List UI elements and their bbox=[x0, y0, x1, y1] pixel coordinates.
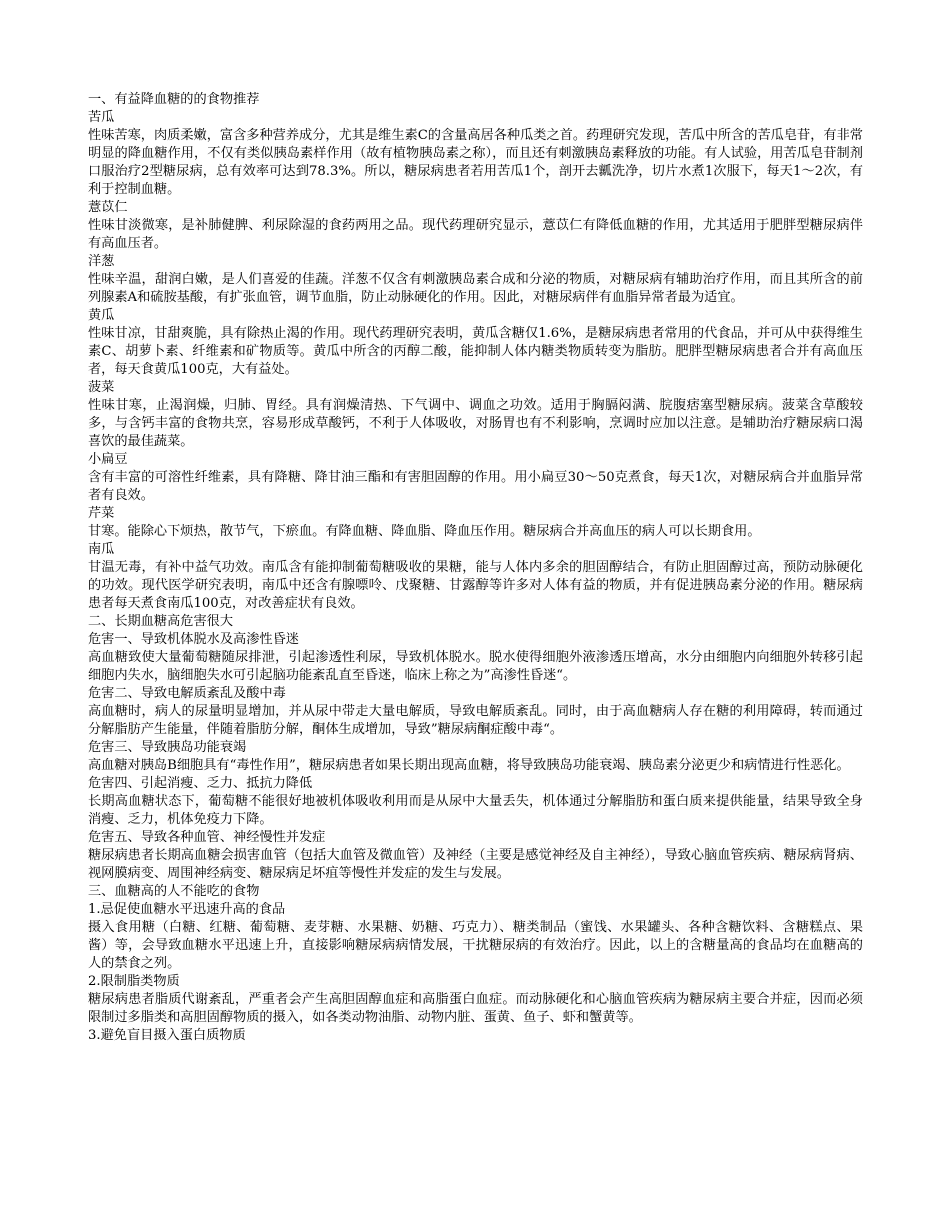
paragraph: 摄入食用糖（白糖、红糖、葡萄糖、麦芽糖、水果糖、奶糖、巧克力）、糖类制品（蜜饯、水果罐头、各种含糖饮料、含糖糕点、果酱）等，会导致血糖水平迅速上升，直接影响糖尿病病情发展，干扰糖尿病的有效治疗。因此，以上的含糖量高的食品均在血糖高的人的禁食之列。 bbox=[88, 920, 863, 971]
paragraph: 高血糖时，病人的尿量明显增加，并从尿中带走大量电解质，导致电解质紊乱。同时，由于高血糖病人存在糖的利用障碍，转而通过分解脂肪产生能量，伴随着脂肪分解，酮体生成增加，导致”糖尿病酮症酸中毒“。 bbox=[88, 704, 863, 737]
section-heading: 2.限制脂类物质 bbox=[88, 974, 180, 989]
paragraph: 长期高血糖状态下，葡萄糖不能很好地被机体吸收利用而是从尿中大量丢失，机体通过分解脂肪和蛋白质来提供能量，结果导致全身消瘦、乏力，机体免疫力下降。 bbox=[88, 794, 863, 827]
paragraph: 糖尿病患者脂质代谢紊乱，严重者会产生高胆固醇血症和高脂蛋白血症。而动脉硬化和心脑血管疾病为糖尿病主要合并症，因而必须限制过多脂类和高胆固醇物质的摄入，如各类动物油脂、动物内脏、蛋黄、鱼子、虾和蟹黄等。 bbox=[88, 992, 863, 1025]
section-heading: 苦瓜 bbox=[88, 110, 115, 125]
section-heading: 一、有益降血糖的的食物推荐 bbox=[88, 92, 260, 107]
paragraph: 性味苦寒，肉质柔嫩，富含多种营养成分，尤其是维生素C的含量高居各种瓜类之首。药理研究发现，苦瓜中所含的苦瓜皂苷，有非常明显的降血糖作用，不仅有类似胰岛素样作用（故有植物胰岛素之称），而且还有刺激胰岛素释放的功能。有人试验，用苦瓜皂苷制剂口服治疗2型糖尿病，总有效率可达到78.3%。所以，糖尿病患者若用苦瓜1个，剖开去瓤洗净，切片水煮1次服下，每天1～2次，有利于控制血糖。 bbox=[88, 128, 863, 197]
section-heading: 南瓜 bbox=[88, 542, 115, 557]
section-heading: 二、长期血糖高危害很大 bbox=[88, 614, 234, 629]
section-heading: 危害三、导致胰岛功能衰竭 bbox=[88, 740, 247, 755]
document-body bbox=[88, 91, 863, 1045]
section-heading: 危害四、引起消瘦、乏力、抵抗力降低 bbox=[88, 776, 313, 791]
section-heading: 薏苡仁 bbox=[88, 200, 128, 215]
paragraph: 性味甘淡微寒，是补肺健脾、利尿除湿的食药两用之品。现代药理研究显示，薏苡仁有降低血糖的作用，尤其适用于肥胖型糖尿病伴有高血压者。 bbox=[88, 218, 863, 251]
section-heading: 黄瓜 bbox=[88, 308, 115, 323]
paragraph: 甘温无毒，有补中益气功效。南瓜含有能抑制葡萄糖吸收的果糖，能与人体内多余的胆固醇结合，有防止胆固醇过高，预防动脉硬化的功效。现代医学研究表明，南瓜中还含有腺嘌呤、戊聚糖、甘露醇等许多对人体有益的物质，并有促进胰岛素分泌的作用。糖尿病患者每天煮食南瓜100克，对改善症状有良效。 bbox=[88, 560, 863, 611]
section-heading: 1.忌促使血糖水平迅速升高的食品 bbox=[88, 902, 286, 917]
paragraph: 高血糖对胰岛B细胞具有“毒性作用”，糖尿病患者如果长期出现高血糖，将导致胰岛功能衰竭、胰岛素分泌更少和病情进行性恶化。 bbox=[88, 758, 850, 773]
paragraph: 性味甘寒，止渴润燥，归肺、胃经。具有润燥清热、下气调中、调血之功效。适用于胸膈闷满、脘腹痞塞型糖尿病。菠菜含草酸较多，与含钙丰富的食物共烹，容易形成草酸钙，不利于人体吸收，对肠胃也有不利影响，烹调时应加以注意。是辅助治疗糖尿病口渴喜饮的最佳蔬菜。 bbox=[88, 398, 863, 449]
section-heading: 危害一、导致机体脱水及高渗性昏迷 bbox=[88, 632, 299, 647]
section-heading: 三、血糖高的人不能吃的食物 bbox=[88, 884, 260, 899]
paragraph: 高血糖致使大量葡萄糖随尿排泄，引起渗透性利尿，导致机体脱水。脱水使得细胞外液渗透压增高，水分由细胞内向细胞外转移引起细胞内失水，脑细胞失水可引起脑功能紊乱直至昏迷，临床上称之为”高渗性昏迷“。 bbox=[88, 650, 863, 683]
section-heading: 洋葱 bbox=[88, 254, 115, 269]
paragraph: 含有丰富的可溶性纤维素，具有降糖、降甘油三酯和有害胆固醇的作用。用小扁豆30～50克煮食，每天1次，对糖尿病合并血脂异常者有良效。 bbox=[88, 470, 863, 503]
paragraph: 性味辛温，甜润白嫩，是人们喜爱的佳蔬。洋葱不仅含有刺激胰岛素合成和分泌的物质，对糖尿病有辅助治疗作用，而且其所含的前列腺素A和硫胺基酸，有扩张血管，调节血脂，防止动脉硬化的作用。因此，对糖尿病伴有血脂异常者最为适宜。 bbox=[88, 272, 863, 305]
section-heading: 小扁豆 bbox=[88, 452, 128, 467]
section-heading: 危害五、导致各种血管、神经慢性并发症 bbox=[88, 830, 326, 845]
paragraph: 糖尿病患者长期高血糖会损害血管（包括大血管及微血管）及神经（主要是感觉神经及自主神经），导致心脑血管疾病、糖尿病肾病、视网膜病变、周围神经病变、糖尿病足坏疽等慢性并发症的发生与发展。 bbox=[88, 848, 863, 881]
section-heading: 3.避免盲目摄入蛋白质物质 bbox=[88, 1028, 246, 1043]
section-heading: 芹菜 bbox=[88, 506, 115, 521]
paragraph: 甘寒。能除心下烦热，散节气，下瘀血。有降血糖、降血脂、降血压作用。糖尿病合并高血压的病人可以长期食用。 bbox=[88, 524, 761, 539]
paragraph: 性味甘凉，甘甜爽脆，具有除热止渴的作用。现代药理研究表明，黄瓜含糖仅1.6%，是糖尿病患者常用的代食品，并可从中获得维生素C、胡萝卜素、纤维素和矿物质等。黄瓜中所含的丙醇二酸，能抑制人体内糖类物质转变为脂肪。肥胖型糖尿病患者合并有高血压者，每天食黄瓜100克，大有益处。 bbox=[88, 326, 863, 377]
section-heading: 菠菜 bbox=[88, 380, 115, 395]
section-heading: 危害二、导致电解质紊乱及酸中毒 bbox=[88, 686, 286, 701]
